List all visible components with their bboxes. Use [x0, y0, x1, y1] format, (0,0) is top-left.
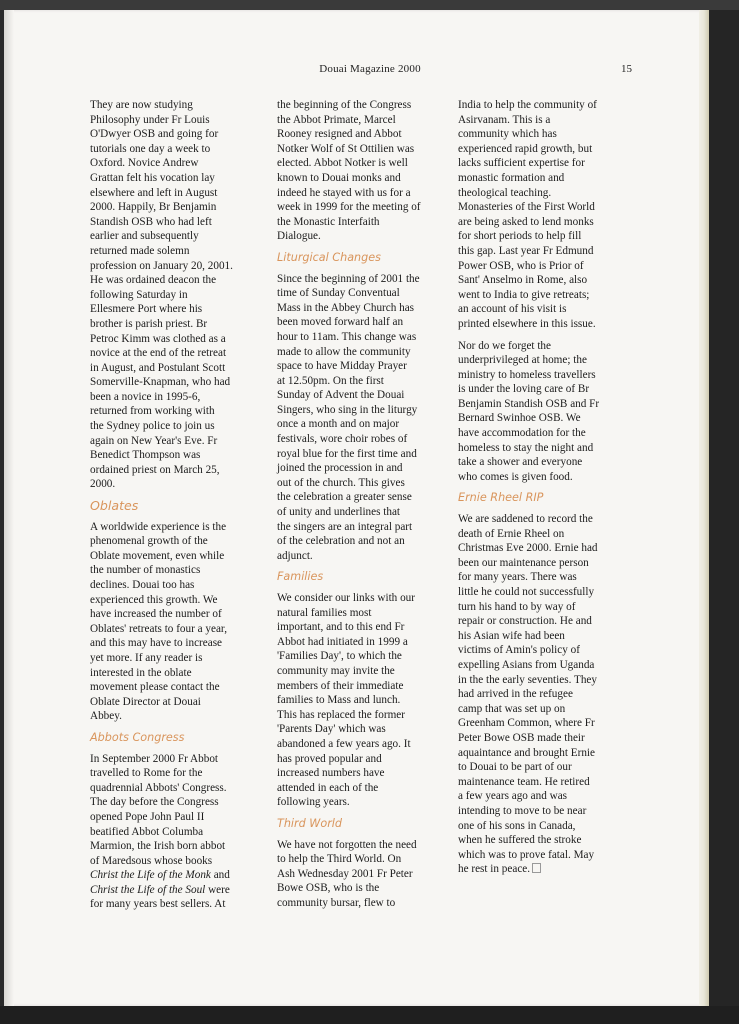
paragraph-text: were for many years best sellers. At [90, 883, 230, 911]
paragraph-asirvanam: India to help the community of Asirvanam. This is a community which has experienced rapid growth, but lacks sufficient expertise for monastic formation and theological teaching. Monasteries of the First World are being asked to lend monks for short periods to help fill this gap. Last year Fr Edmund Power OSB, who is Prior of Sant' Anselmo in Rome, also went to India to give retreats; an account of his visit is printed elsewhere in this issue. [458, 99, 597, 330]
paragraph-homeless: Nor do we forget the underprivileged at home; the ministry to homeless travellers is under the loving care of Br Benjamin Standish OSB and Fr Bernard Swinhoe OSB. We have accommodation for the homeless to stay the night and take a shower and everyone who comes is given food. [458, 339, 600, 483]
section-heading-abbots-congress: Abbots Congress [90, 730, 185, 744]
running-header-title: Douai Magazine 2000 [319, 63, 421, 75]
end-of-article-icon [532, 863, 541, 873]
section-heading-families: Families [277, 570, 324, 584]
paragraph-ernie-rheel [458, 512, 625, 877]
paragraph-text: In September 2000 Fr Abbot travelled to Rome for the quadrennial Abbots' Congress. The day before the Congress opened Pope John Paul II beatified Abbot Columba Marmion, the Irish born abbot of Maredsous whose books [90, 752, 227, 867]
book-title-monk: Christ the Life of the Monk [90, 869, 211, 882]
paragraph-third-world: We have not forgotten the need to help the Third World. On Ash Wednesday 2001 Fr Peter Bowe OSB, who is the community bursar, flew to [277, 838, 417, 909]
paragraph-families: We consider our links with our natural families most important, and to this end Fr Abbot had initiated in 1999 a 'Families Day', to which the community may invite the members of their immediate families to Mass and lunch. This has replaced the former 'Parents Day' which was abandoned a few years ago. It has proved popular and increased numbers have attended in each of the following years. [277, 592, 415, 809]
paragraph-abbot-primate: the beginning of the Congress the Abbot Primate, Marcel Rooney resigned and Abbot Notker Wolf of St Ottilien was elected. Abbot Notker is well known to Douai monks and indeed he stayed with us for a week in 1999 for the meeting of the Monastic Interfaith Dialogue. [277, 99, 421, 243]
page-left-shadow [4, 10, 14, 1006]
scan-border-bottom [0, 1006, 739, 1024]
book-spine-edge [699, 10, 709, 1006]
paragraph-novices: They are now studying Philosophy under Fr Louis O'Dwyer OSB and going for tutorials one day a week to Oxford. Novice Andrew Grattan felt his vocation lay elsewhere and left in August 2000. Happily, Br Benjamin Standish OSB who had left earlier and subsequently returned made solemn profession on January 20, 2001. He was ordained deacon the following Saturday in Ellesmere Port where his brother is parish priest. Br Petroc Kimm was clothed as a novice at the end of the retreat in August, and Postulant Scott Somerville-Knapman, who had been a novice in 1995-6, returned from working with the Sydney police to join us again on New Year's Eve. Fr Benedict Thompson was ordained priest on March 25, 2000. [90, 99, 233, 491]
section-heading-oblates: Oblates [90, 498, 139, 514]
paragraph-abbots-congress [90, 752, 262, 913]
paragraph-oblates: A worldwide experience is the phenomenal growth of the Oblate movement, even while the number of monastics declines. Douai too has experienced this growth. We have increased the number of Oblates' retreats to four a year, and this may have to increase yet more. If any reader is interested in the oblate movement please contact the Oblate Director at Douai Abbey. [90, 520, 227, 723]
text-column-2 [277, 98, 444, 917]
paragraph-text: We are saddened to record the death of Ernie Rheel on Christmas Eve 2000. Ernie had been our maintenance person for many years. There was little he could not successfully turn his hand to by way of repair or construction. He and his Asian wife had been victims of Amin's policy of expelling Asians from Uganda in the the early seventies. They had arrived in the refugee camp that was set up on Greenham Common, where Fr Peter Bowe OSB made their aquaintance and brought Ernie to Douai to be part of our maintenance team. He retired a few years ago and was intending to move to be near one of his sons in Canada, when he suffered the stroke which was to prove fatal. May he rest in peace. [458, 513, 598, 876]
scan-border-right [709, 10, 739, 1006]
book-title-soul: Christ the Life of the Soul [90, 883, 206, 896]
page-number: 15 [621, 63, 632, 75]
section-heading-liturgical-changes: Liturgical Changes [277, 250, 381, 264]
text-column-3 [458, 98, 625, 884]
section-heading-ernie-rheel: Ernie Rheel RIP [458, 491, 544, 505]
section-heading-third-world: Third World [277, 816, 343, 830]
text-column-1 [90, 98, 262, 919]
scan-border-top [0, 0, 739, 10]
paragraph-liturgical-changes: Since the beginning of 2001 the time of Sunday Conventual Mass in the Abbey Church has been moved forward half an hour to 11am. This change was made to allow the community space to have Midday Prayer at 12.50pm. On the first Sunday of Advent the Douai Singers, who sing in the liturgy once a month and on major festivals, wore choir robes of royal blue for the first time and joined the procession in and out of the church. This gives the celebration a greater sense of unity and underlines that the singers are an integral part of the celebration and not an adjunct. [277, 272, 420, 562]
paragraph-text: and [210, 869, 230, 882]
